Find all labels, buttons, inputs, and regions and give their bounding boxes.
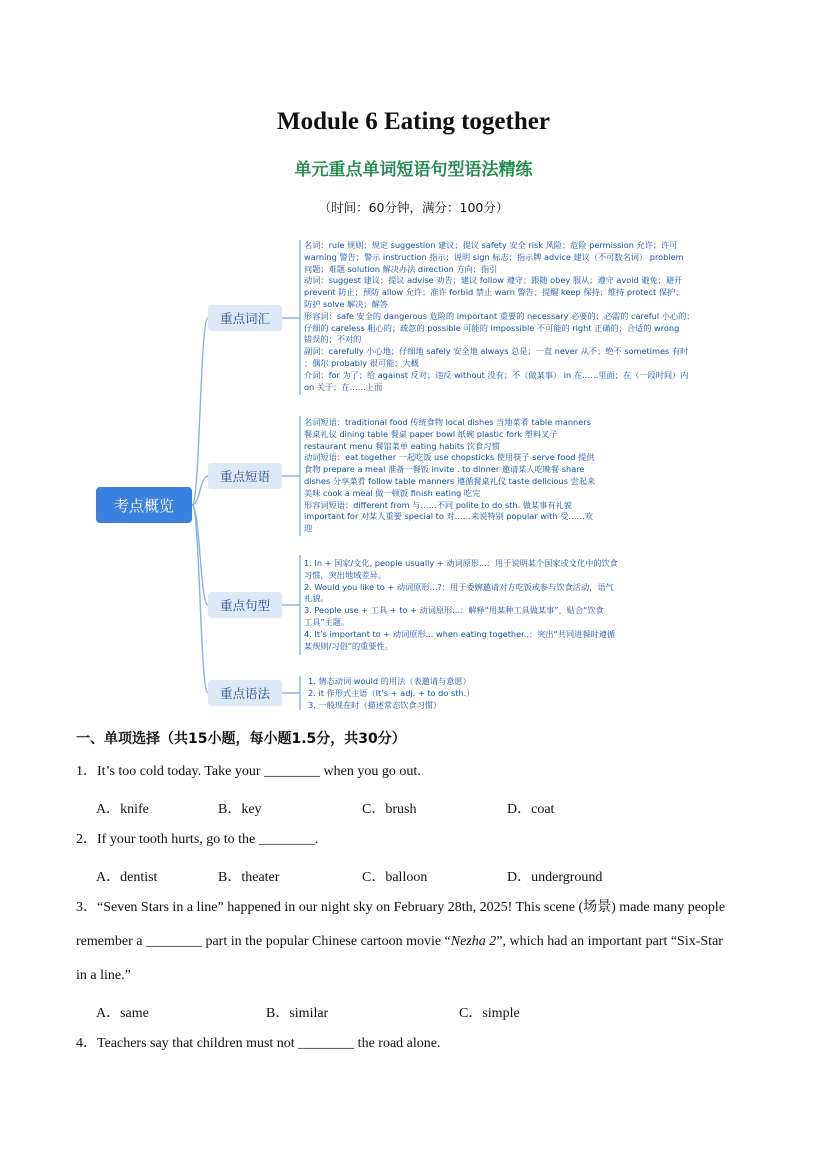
note-line: 3. 一般现在时（描述常态饮食习惯） — [308, 699, 442, 710]
option-b[interactable]: B．key — [218, 802, 262, 817]
question-2 — [76, 823, 756, 857]
question-text: remember a ________ part in the popular Chinese cartoon movie “ — [76, 934, 451, 949]
question-number: 1． — [76, 764, 97, 779]
note-line: 防护 solve 解决；解答 — [304, 298, 388, 309]
note-line: 名词：rule 规则；规定 suggestion 建议；提议 safety 安全 risk 风险；危险 permission 允许；许可 — [304, 240, 678, 250]
question-number: 4． — [76, 1036, 97, 1051]
question-4 — [76, 1027, 756, 1061]
question-text: ”, which had an important part “Six-Star — [496, 934, 723, 949]
note-line: 2. it 作形式主语（It’s + adj. + to do sth.） — [308, 687, 475, 698]
movie-title: Nezha 2 — [450, 934, 497, 949]
note-line: prevent 防止；预防 allow 允许；准许 forbid 禁止 warn 警告；提醒 keep 保持；维持 protect 保护； — [304, 287, 684, 298]
note-line: 1. 情态动词 would 的用法（表邀请与意愿） — [308, 676, 471, 686]
mind-map — [0, 230, 827, 715]
note-line: 介词：for 为了；给 against 反对；违反 without 没有；不（做某事） in 在……里面；在（一段时间）内 — [304, 369, 689, 380]
option-c[interactable]: C．balloon — [362, 870, 428, 885]
question-text: If your tooth hurts, go to the ________. — [97, 832, 319, 847]
option-c[interactable]: C．brush — [362, 802, 417, 817]
option-d[interactable]: D．underground — [507, 870, 603, 885]
sentence-patterns-notes — [304, 558, 740, 652]
question-line — [76, 959, 766, 993]
note-line: important for 对某人重要 special to 对……来说特别 popular with 受……欢 — [304, 511, 593, 522]
question-text: It’s too cold today. Take your ________ when you go out. — [97, 764, 421, 779]
section-title: 一、单项选择（共15小题，每小题1.5分，共30分） — [76, 731, 406, 747]
note-line: 2. Would you like to + 动词原形...?：用于委婉邀请对方吃饭或参与饮食活动，语气 — [304, 581, 614, 592]
option-a[interactable]: A．knife — [96, 802, 149, 817]
note-line: 动词：suggest 建议；提议 advise 劝告；建议 follow 遵守；跟随 obey 服从；遵守 avoid 避免；避开 — [304, 275, 683, 286]
vocabulary-notes — [304, 240, 740, 393]
question-text: in a line.” — [76, 968, 131, 983]
page-title: Module 6 Eating together — [277, 108, 550, 135]
branch-key-grammar: 重点语法 — [208, 680, 282, 706]
note-line: ；偶尔 probably 很可能；大概 — [304, 357, 419, 368]
note-line: 问题；难题 solution 解决办法 direction 方向；指引 — [304, 263, 498, 274]
question-text: Teachers say that children must not ________ the road alone. — [97, 1036, 441, 1051]
note-line: restaurant menu 餐馆菜单 eating habits 饮食习惯 — [304, 440, 500, 451]
note-line: 食物 prepare a meal 准备一餐饭 invite . to dinner 邀请某人吃晚餐 share — [304, 464, 585, 475]
question-line — [76, 891, 766, 925]
branch-key-vocabulary: 重点词汇 — [208, 305, 282, 331]
question-number: 3． — [76, 900, 97, 915]
note-line: 1. In + 国家/文化, people usually + 动词原形...：用于说明某个国家或文化中的饮食 — [304, 558, 618, 568]
note-line: 礼貌。 — [304, 593, 329, 604]
note-line: 动词短语：eat together 一起吃饭 use chopsticks 使用筷子 serve food 提供 — [304, 452, 595, 463]
question-line — [76, 925, 766, 959]
note-line: 形容词：safe 安全的 dangerous 危险的 important 重要的 necessary 必要的；必需的 careful 小心的； — [304, 310, 695, 321]
note-line: 形容词短语：different from 与……不同 polite to do sth. 做某事有礼貌 — [304, 499, 572, 510]
note-line: 3. People use + 工具 + to + 动词原形...：解释“用某种工具做某事”，贴合“饮食 — [304, 605, 604, 616]
note-line: 名词短语：traditional food 传统食物 local dishes 当地菜肴 table manners — [304, 417, 591, 427]
note-line: 错误的；不对的 — [304, 334, 362, 345]
branch-key-sentences: 重点句型 — [208, 592, 282, 618]
branch-key-phrases: 重点短语 — [208, 463, 282, 489]
question-3 — [76, 891, 766, 993]
note-line: dishes 分享菜肴 follow table manners 遵循餐桌礼仪 taste delicious 尝起来 — [304, 475, 596, 486]
option-c[interactable]: C．simple — [459, 1006, 520, 1021]
note-line: 仔细的 careless 粗心的；疏忽的 possible 可能的 impossible 不可能的 right 正确的；合适的 wrong — [304, 322, 680, 333]
question-text: “Seven Stars in a line” happened in our night sky on February 28th, 2025! This scene (场景) made many people — [97, 900, 726, 915]
note-line: 工具”主题。 — [304, 616, 350, 627]
note-line: 副词：carefully 小心地；仔细地 safely 安全地 always 总是；一直 never 从不；绝不 sometimes 有时 — [304, 346, 689, 357]
page-subtitle: 单元重点单词短语句型语法精练 — [294, 160, 533, 180]
option-a[interactable]: A．same — [96, 1006, 149, 1021]
question-number: 2． — [76, 832, 97, 847]
time-info: （时间：60分钟，满分：100分） — [318, 200, 509, 215]
grammar-notes — [308, 676, 744, 711]
note-line: on 关于；在……上面 — [304, 381, 383, 392]
option-b[interactable]: B．theater — [218, 870, 280, 885]
note-line: warning 警告；警示 instruction 指示；说明 sign 标志；指示牌 advice 建议（不可数名词） problem — [304, 251, 684, 262]
note-line: 某规则/习俗”的重要性。 — [304, 640, 393, 651]
option-d[interactable]: D．coat — [507, 802, 555, 817]
note-line: 餐桌礼仪 dining table 餐桌 paper bowl 纸碗 plastic fork 塑料叉子 — [304, 428, 558, 439]
note-line: 迎 — [304, 523, 313, 534]
note-line: 美味 cook a meal 做一顿饭 finish eating 吃完 — [304, 487, 481, 498]
note-line: 习惯，突出地域差异。 — [304, 569, 386, 580]
option-a[interactable]: A．dentist — [96, 870, 158, 885]
option-b[interactable]: B．similar — [266, 1006, 329, 1021]
question-1 — [76, 755, 756, 789]
mind-map-root: 考点概览 — [96, 487, 192, 523]
phrases-notes — [304, 417, 740, 535]
note-line: 4. It’s important to + 动词原形... when eating together..：突出“共同进餐时遵循 — [304, 628, 616, 639]
